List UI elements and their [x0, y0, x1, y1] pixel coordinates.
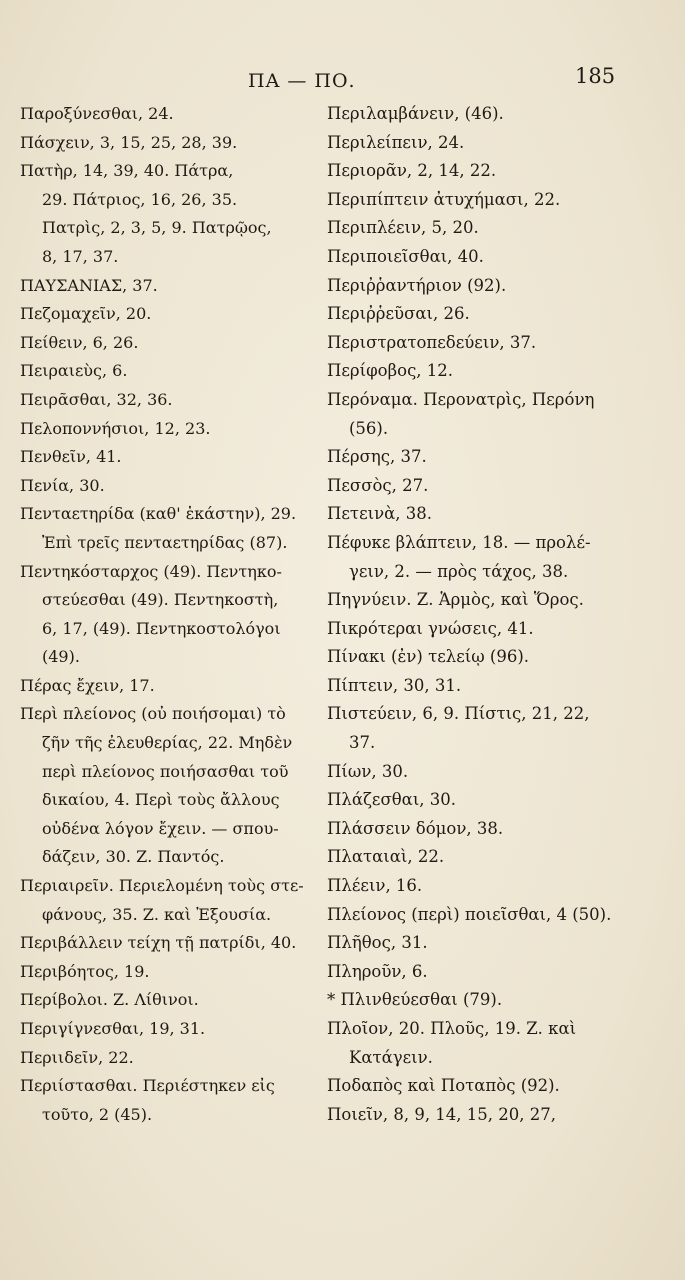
index-entry-line: Περιβόητος, 19. — [20, 961, 150, 981]
index-entry-line: Πάσχειν, 3, 15, 25, 28, 39. — [20, 132, 238, 152]
index-entry-line: Πλέειν, 16. — [327, 876, 423, 896]
index-entry-line: 29. Πάτριος, 16, 26, 35. — [42, 189, 238, 209]
index-entry-line: Περόναμα. Περονατρὶς, Περόνη — [327, 389, 595, 409]
index-entry-line: Πλοῖον, 20. Πλοῦς, 19. Ζ. καὶ — [327, 1019, 577, 1038]
index-entry-line: Περιῤῥεῦσαι, 26. — [327, 304, 470, 324]
index-entry-line: Πατρὶς, 2, 3, 5, 9. Πατρῷος, — [42, 218, 272, 238]
index-entry-line: Πλαταιαὶ, 22. — [327, 847, 445, 867]
index-column-left — [20, 100, 325, 1129]
index-entry-line: Πικρότεραι γνώσεις, 41. — [327, 618, 534, 638]
index-entry-line: Περιορᾶν, 2, 14, 22. — [327, 161, 497, 181]
index-entry-line: Περιλαμβάνειν, (46). — [327, 104, 504, 123]
index-entry-line: δικαίου, 4. Περὶ τοὺς ἄλλους — [42, 790, 280, 810]
index-entry-line: Πειραιεὺς, 6. — [20, 361, 128, 381]
index-entry-line: (56). — [349, 418, 389, 438]
index-entry-line: Περιιδεῖν, 22. — [20, 1047, 134, 1067]
page-number: 185 — [575, 64, 616, 88]
index-entry-line: Πειρᾶσθαι, 32, 36. — [20, 389, 173, 409]
index-entry-line: Πατὴρ, 14, 39, 40. Πάτρα, — [20, 161, 234, 181]
index-entry-line: Περὶ πλείονος (οὐ ποιήσομαι) τὸ — [20, 704, 286, 724]
index-entry-line: 8, 17, 37. — [42, 246, 119, 266]
index-entry-line: Περίφοβος, 12. — [327, 361, 454, 381]
index-entry-line: Πλάσσειν δόμον, 38. — [327, 818, 504, 838]
index-entry-line: οὐδένα λόγον ἔχειν. — σπου- — [42, 818, 279, 838]
index-entry-line: Ποιεῖν, 8, 9, 14, 15, 20, 27, — [327, 1104, 557, 1124]
index-entry-line: Περιίστασθαι. Περιέστηκεν εἰς — [20, 1076, 275, 1096]
index-entry-line: Πληροῦν, 6. — [327, 961, 428, 981]
index-column-right — [327, 100, 667, 1129]
index-entry-line: Πλῆθος, 31. — [327, 933, 428, 953]
index-entry-line: Περίβολοι. Ζ. Λίθινοι. — [20, 990, 199, 1010]
index-entry-line: Πενταετηρίδα (καθ' ἑκάστην), 29. — [20, 504, 297, 524]
index-entry-line: 37. — [349, 733, 376, 753]
index-entry-line: Πελοποννήσιοι, 12, 23. — [20, 418, 211, 438]
index-entry-line: τοῦτο, 2 (45). — [42, 1104, 153, 1124]
index-entry-line: Περιποιεῖσθαι, 40. — [327, 246, 484, 266]
index-entry-line: Πεντηκόσταρχος (49). Πεντηκο- — [20, 561, 282, 581]
page-header — [0, 64, 685, 100]
index-entry-line: ζῆν τῆς ἐλευθερίας, 22. Μηδὲν — [42, 733, 293, 753]
index-entry-line: Παροξύνεσθαι, 24. — [20, 104, 174, 123]
index-entry-line: Πέρας ἔχειν, 17. — [20, 675, 155, 695]
index-entry-line: γειν, 2. — πρὸς τάχος, 38. — [349, 561, 569, 581]
index-entry-line: περὶ πλείονος ποιήσασθαι τοῦ — [42, 761, 289, 781]
index-entry-line: * Πλινθεύεσθαι (79). — [327, 990, 503, 1010]
index-entry-line: Ποδαπὸς καὶ Ποταπὸς (92). — [327, 1076, 560, 1096]
index-entry-line: Πεσσὸς, 27. — [327, 475, 429, 495]
index-entry-line: ΠΑΥΣΑΝΙΑΣ, 37. — [20, 275, 158, 295]
index-entry-line: Πίνακι (ἐν) τελείῳ (96). — [327, 647, 530, 667]
index-entry-line: στεύεσθαι (49). Πεντηκοστὴ, — [42, 590, 279, 610]
index-entry-line: Πλάζεσθαι, 30. — [327, 790, 457, 810]
index-entry-line: Περιβάλλειν τείχη τῇ πατρίδι, 40. — [20, 933, 297, 953]
index-entry-line: Πίων, 30. — [327, 761, 409, 781]
index-entry-line: Περιστρατοπεδεύειν, 37. — [327, 332, 537, 352]
index-entry-line: Πηγνύειν. Ζ. Ἁρμὸς, καὶ Ὅρος. — [327, 590, 584, 610]
index-entry-line: Κατάγειν. — [349, 1047, 433, 1067]
index-entry-line: Περιπλέειν, 5, 20. — [327, 218, 479, 238]
index-entry-line: Πλείονος (περὶ) ποιεῖσθαι, 4 (50). — [327, 904, 612, 924]
index-entry-line: Πέρσης, 37. — [327, 447, 427, 467]
index-entry-line: Πιστεύειν, 6, 9. Πίστις, 21, 22, — [327, 704, 590, 724]
running-head: ΠΑ — ΠΟ. — [248, 70, 356, 92]
index-entry-line: Πετεινὰ, 38. — [327, 504, 432, 524]
index-entry-line: Πεζομαχεῖν, 20. — [20, 304, 152, 324]
index-entry-line: Πείθειν, 6, 26. — [20, 332, 139, 352]
index-entry-line: Περιλείπειν, 24. — [327, 132, 465, 152]
index-entry-line: Περιγίγνεσθαι, 19, 31. — [20, 1019, 206, 1038]
index-entry-line: Πενθεῖν, 41. — [20, 447, 122, 467]
index-entry-line: (49). — [42, 647, 80, 667]
index-entry-line: Ἐπὶ τρεῖς πενταετηρίδας (87). — [42, 532, 288, 552]
index-entry-line: Πέφυκε βλάπτειν, 18. — προλέ- — [327, 532, 591, 552]
index-entry-line: Πενία, 30. — [20, 475, 105, 495]
index-entry-line: φάνους, 35. Ζ. καὶ Ἐξουσία. — [42, 904, 272, 924]
index-entry-line: Περιαιρεῖν. Περιελομένη τοὺς στε- — [20, 876, 304, 896]
index-entry-line: Περιπίπτειν ἀτυχήμασι, 22. — [327, 189, 561, 209]
index-entry-line: Πίπτειν, 30, 31. — [327, 675, 462, 695]
index-entry-line: δάζειν, 30. Ζ. Παντός. — [42, 847, 225, 867]
index-entry-line: Περιῤῥαντήριον (92). — [327, 275, 507, 295]
index-entry-line: 6, 17, (49). Πεντηκοστολόγοι — [42, 618, 281, 638]
